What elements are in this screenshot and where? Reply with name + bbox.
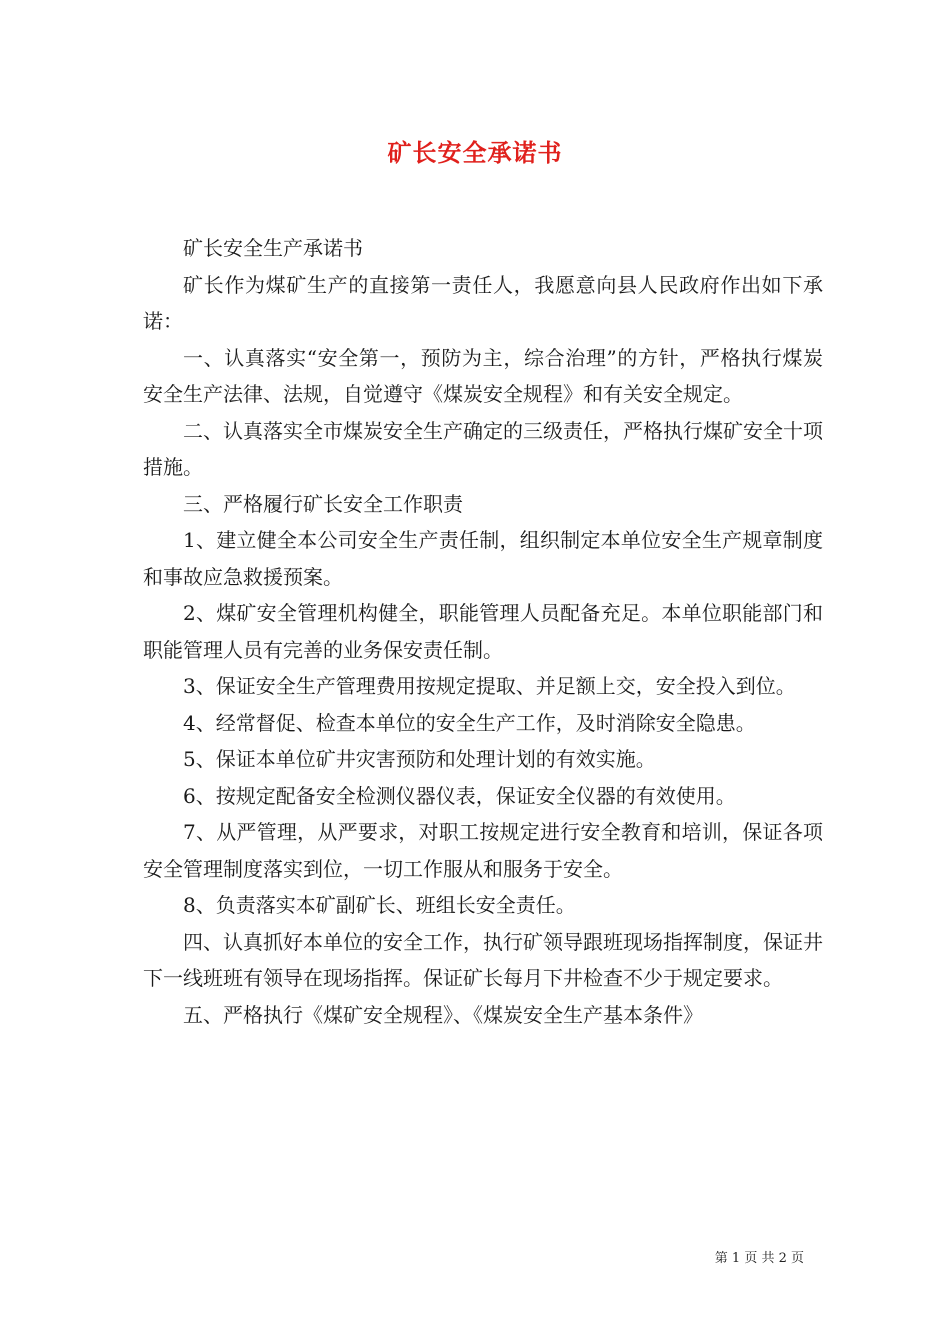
paragraph-duty-7: 7、从严管理，从严要求，对职工按规定进行安全教育和培训，保证各项安全管理制度落实到位，一切工作服从和服务于安全。 [143,820,823,881]
document-body [143,230,823,1033]
paragraph-item-5: 五、严格执行《煤矿安全规程》、《煤炭安全生产基本条件》 [183,1002,703,1027]
paragraph-subtitle: 矿长安全生产承诺书 [183,236,363,260]
paragraph-duty-1: 1、建立健全本公司安全生产责任制，组织制定本单位安全生产规章制度和事故应急救援预案。 [143,528,823,589]
paragraph-item-2: 二、认真落实全市煤炭安全生产确定的三级责任，严格执行煤矿安全十项措施。 [143,418,823,479]
paragraph-duty-5: 5、保证本单位矿井灾害预防和处理计划的有效实施。 [183,747,656,771]
paragraph-duty-6: 6、按规定配备安全检测仪器仪表，保证安全仪器的有效使用。 [183,783,736,808]
page-number: 第 1 页 共 2 页 [714,1251,804,1266]
paragraph-item-4: 四、认真抓好本单位的安全工作，执行矿领导跟班现场指挥制度，保证井下一线班班有领导在现场指挥。保证矿长每月下井检查不少于规定要求。 [143,929,823,990]
paragraph-item-3: 三、严格履行矿长安全工作职责 [183,491,463,516]
paragraph-duty-8: 8、负责落实本矿副矿长、班组长安全责任。 [183,893,576,917]
paragraph-duty-4: 4、经常督促、检查本单位的安全生产工作，及时消除安全隐患。 [183,710,756,735]
paragraph-duty-3: 3、保证安全生产管理费用按规定提取、并足额上交，安全投入到位。 [183,674,796,698]
paragraph-duty-2: 2、煤矿安全管理机构健全，职能管理人员配备充足。本单位职能部门和职能管理人员有完善的业务保安责任制。 [143,601,823,662]
paragraph-item-1: 一、认真落实“安全第一，预防为主，综合治理”的方针，严格执行煤炭安全生产法律、法规，自觉遵守《煤炭安全规程》和有关安全规定。 [143,345,823,406]
paragraph-intro: 矿长作为煤矿生产的直接第一责任人，我愿意向县人民政府作出如下承诺： [143,272,823,333]
document-title: 矿长安全承诺书 [387,138,563,167]
